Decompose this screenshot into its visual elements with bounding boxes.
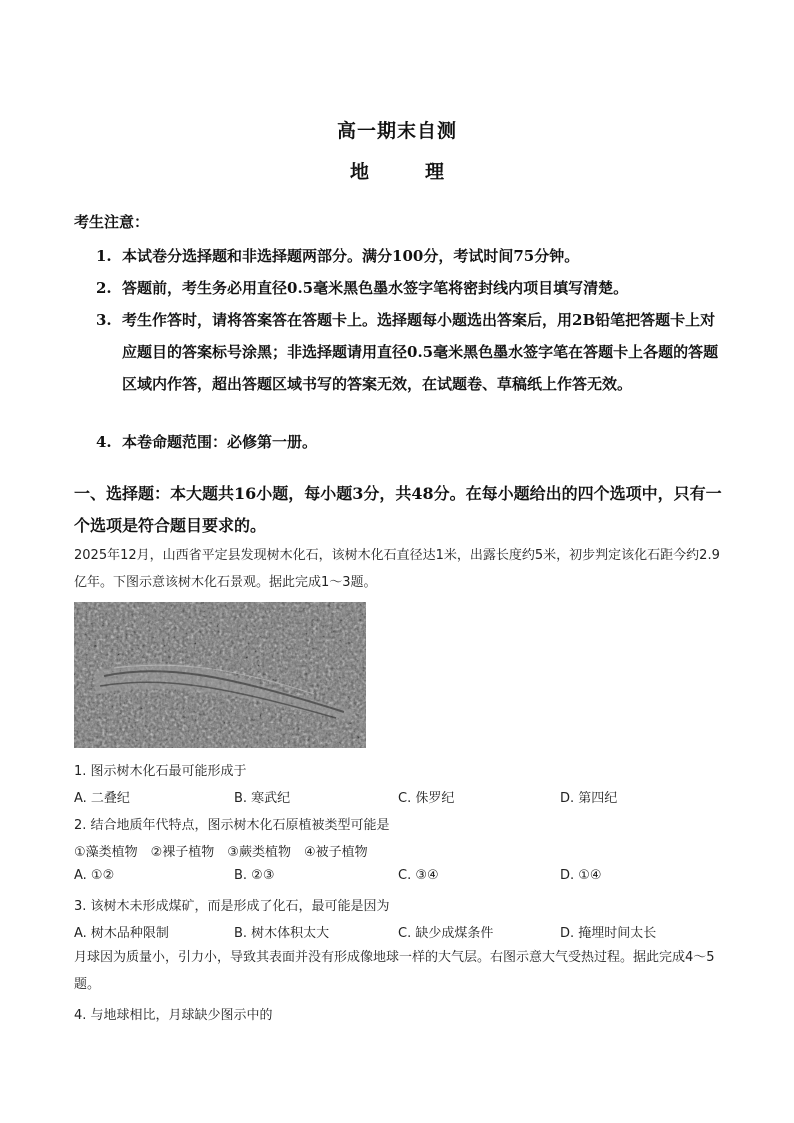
option-b: B. ②③ xyxy=(234,868,275,883)
option-b: B. 寒武纪 xyxy=(234,791,291,806)
question-sub-items: ①藻类植物 ②裸子植物 ③蕨类植物 ④被子植物 xyxy=(74,845,368,860)
notice-item-text: 本试卷分选择题和非选择题两部分。满分100分，考试时间75分钟。 xyxy=(122,247,580,265)
notice-item-text: 考生作答时，请将答案答在答题卡上。选择题每小题选出答案后，用2B铅笔把答题卡上对应题目的答案标号涂黑；非选择题请用直径0.5毫米黑色墨水签字笔在答题卡上各题的答题区域内作答，超出答题区域书写的答案无效，在试题卷、草稿纸上作答无效。 xyxy=(122,311,719,393)
question-stem: 4. 与地球相比，月球缺少图示中的 xyxy=(74,1008,273,1023)
section-heading: 一、选择题：本大题共16小题，每小题3分，共48分。在每小题给出的四个选项中，只有一个选项是符合题目要求的。 xyxy=(74,484,722,535)
option-a: A. ①② xyxy=(74,868,115,883)
notice-item-number: 1. xyxy=(96,247,112,265)
option-a: A. 二叠纪 xyxy=(74,791,130,806)
question-group-intro: 2025年12月，山西省平定县发现树木化石，该树木化石直径达1米，出露长度约5米，初步判定该化石距今约2.9亿年。下图示意该树木化石景观。据此完成1～3题。 xyxy=(74,548,720,590)
option-c: C. 缺少成煤条件 xyxy=(398,926,494,941)
question-stem: 3. 该树木未形成煤矿，而是形成了化石，最可能是因为 xyxy=(74,899,390,914)
notice-item-text: 本卷命题范围：必修第一册。 xyxy=(122,433,318,451)
option-c: C. 侏罗纪 xyxy=(398,791,455,806)
question-stem: 1. 图示树木化石最可能形成于 xyxy=(74,764,247,779)
notice-item xyxy=(96,240,726,272)
option-d: D. ①④ xyxy=(560,868,602,883)
option-d: D. 掩埋时间太长 xyxy=(560,926,657,941)
notice-item-number: 2. xyxy=(96,279,112,297)
notice-item xyxy=(96,426,726,458)
tree-fossil-image xyxy=(74,602,366,748)
exam-title: 高一期末自测 xyxy=(336,120,457,142)
notice-item-text: 答题前，考生务必用直径0.5毫米黑色墨水签字笔将密封线内项目填写清楚。 xyxy=(122,279,629,297)
question-stem: 2. 结合地质年代特点，图示树木化石原植被类型可能是 xyxy=(74,818,390,833)
option-d: D. 第四纪 xyxy=(560,791,618,806)
notice-item-number: 4. xyxy=(96,433,112,451)
option-a: A. 树木品种限制 xyxy=(74,926,169,941)
subject-char-1: 地 xyxy=(349,161,369,183)
option-c: C. ③④ xyxy=(398,868,439,883)
notice-item-number: 3. xyxy=(96,311,112,329)
notice-item xyxy=(96,272,726,304)
subject-title xyxy=(0,157,794,184)
subject-char-2: 理 xyxy=(425,161,445,183)
tree-fossil-photo xyxy=(74,602,366,748)
notice-heading: 考生注意： xyxy=(74,213,150,231)
notice-item xyxy=(96,304,726,400)
question-group-intro: 月球因为质量小，引力小，导致其表面并没有形成像地球一样的大气层。右图示意大气受热过程。据此完成4～5题。 xyxy=(74,950,715,992)
option-b: B. 树木体积太大 xyxy=(234,926,330,941)
